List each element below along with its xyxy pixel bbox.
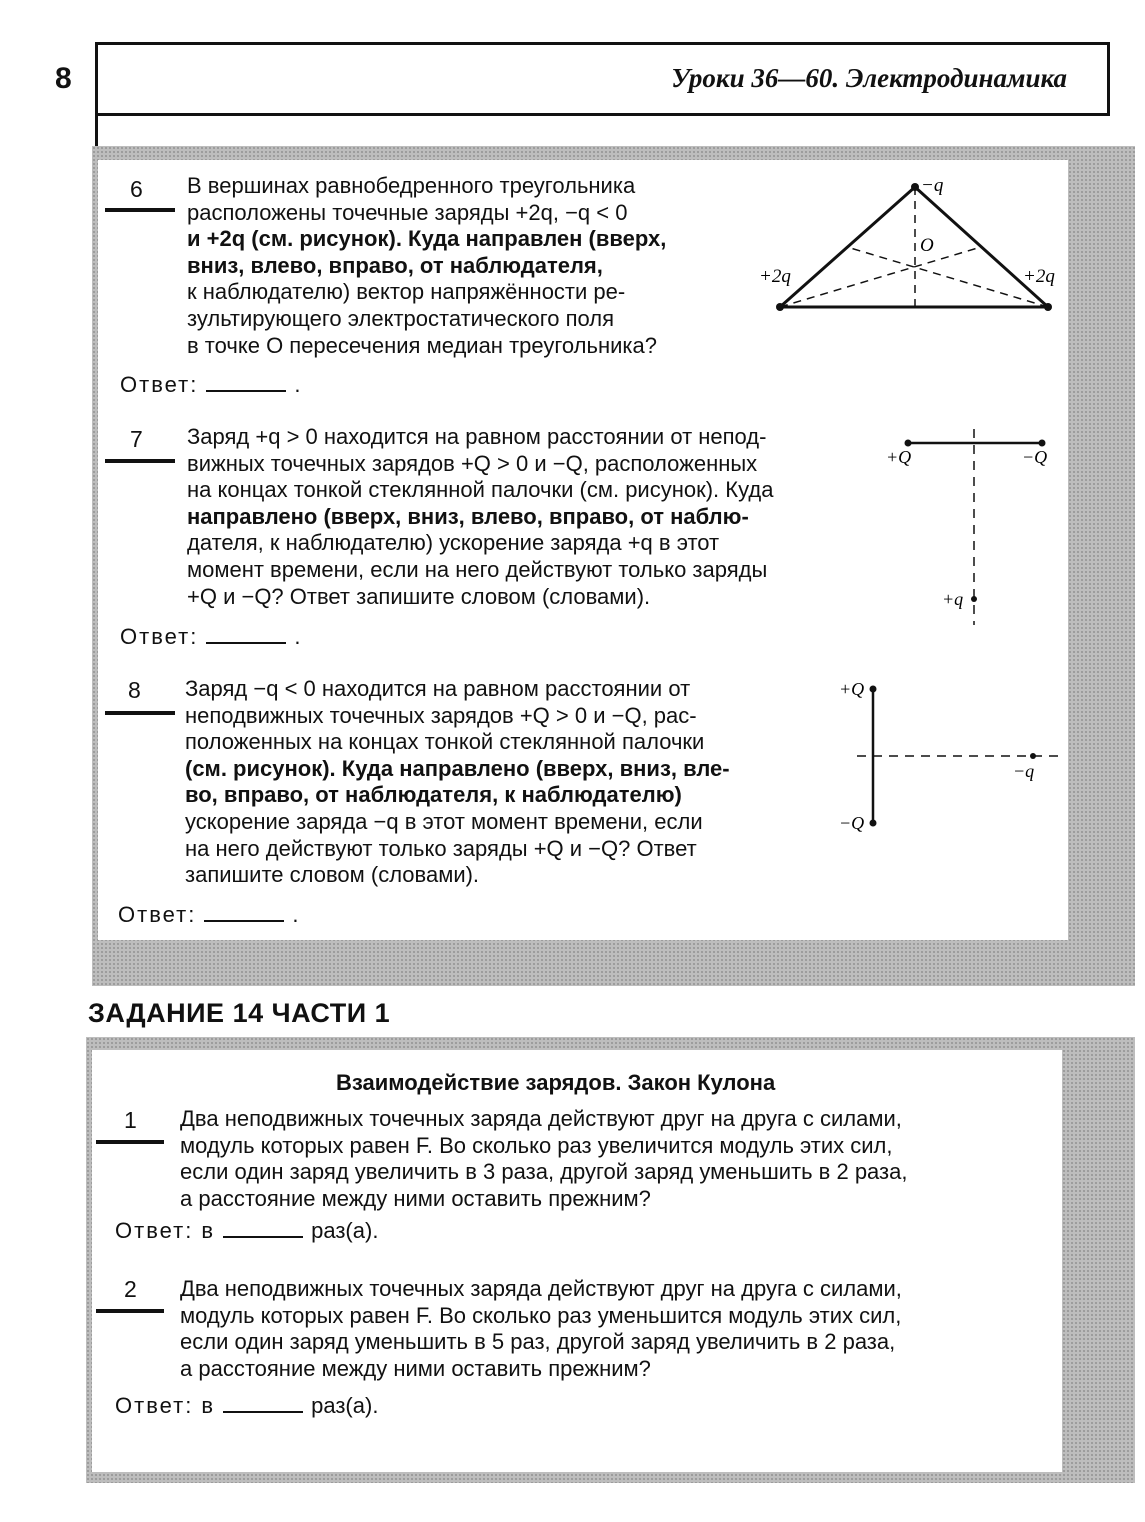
task-line: +Q и −Q? Ответ запишите словом (словами). [187,583,651,609]
answer-unit: раз(а). [311,1218,379,1243]
answer-blank[interactable] [204,920,284,922]
answer-blank[interactable] [206,642,286,644]
task-line: а расстояние между ними оставить прежним? [180,1355,651,1381]
task-line: модуль которых равен F. Во сколько раз уменьшится модуль этих сил, [180,1302,902,1328]
task-rule [96,1140,164,1144]
task-line: ускорение заряда −q в этот момент времени, если [185,808,703,834]
task-line: вижных точечных зарядов +Q > 0 и −Q, расположенных [187,450,758,476]
task-line: Два неподвижных точечных заряда действуют друг на друга с силами, [180,1276,902,1301]
task-line: и +2q (см. рисунок). Куда направлен (вверх, [187,226,667,252]
task-number: 8 [128,677,141,703]
rod-horizontal-figure [880,425,1065,635]
charge-dot [905,440,912,447]
answer-line: Ответ: . [118,902,301,927]
answer-label: Ответ: в [115,1393,216,1418]
subsection-title: Взаимодействие зарядов. Закон Кулона [336,1070,776,1095]
task-line: расположены точечные заряды +2q, −q < 0 [187,199,628,225]
task-line: Два неподвижных точечных заряда действуют друг на друга с силами, [180,1106,902,1131]
answer-label: Ответ: в [115,1218,216,1243]
task-text [185,676,811,889]
task-rule [105,459,175,463]
charge-dot [971,596,977,602]
answer-line: Ответ: . [120,624,303,649]
charge-dot [1044,303,1052,311]
task-number: 2 [124,1276,137,1302]
charge-dot [870,686,877,693]
task-line: зультирующего электростатического поля [187,305,615,331]
header-divider [95,114,98,150]
task-line: в точке O пересечения медиан треугольника? [187,332,657,358]
charge-dot [911,183,919,191]
section-title: ЗАДАНИЕ 14 ЧАСТИ 1 [88,998,391,1028]
answer-line [115,1393,378,1419]
charge-dot [1030,753,1036,759]
median-line [780,247,981,307]
figure-label: −Q [1022,447,1048,467]
task-line: положенных на концах тонкой стеклянной палочки [185,729,705,755]
answer-unit: раз(а). [311,1393,379,1418]
page-number: 8 [55,62,72,95]
task-number: 6 [130,176,143,202]
triangle-figure [755,175,1065,320]
charge-dot [776,303,784,311]
rod-vertical-figure [835,675,1065,840]
answer-line [115,1218,378,1244]
figure-label: −q [1013,761,1035,781]
task-line: дателя, к наблюдателю) ускорение заряда +q в этот [187,530,720,556]
answer-label: Ответ: [120,372,199,397]
task-number: 1 [124,1107,137,1133]
answer-label: Ответ: [118,902,197,927]
figure-label: O [920,235,934,256]
task-line: если один заряд увеличить в 3 раза, другой заряд уменьшить в 2 раза, [180,1159,908,1185]
task-line: а расстояние между ними оставить прежним? [180,1185,651,1211]
task-line: неподвижных точечных зарядов +Q > 0 и −Q, рас- [185,702,697,728]
figure-label: +Q [839,679,865,699]
task-number: 7 [130,426,143,452]
task-rule [96,1309,164,1313]
figure-label: +q [942,589,964,609]
task-line: направлено (вверх, вниз, влево, вправо, от наблю- [187,503,749,529]
task-line: (см. рисунок). Куда направлено (вверх, вниз, вле- [185,755,730,781]
task-text [180,1276,1052,1382]
charge-dot [1039,440,1046,447]
answer-blank[interactable] [206,390,286,392]
task-text [187,173,727,359]
task-line: момент времени, если на него действуют только заряды [187,556,768,582]
task-text [187,424,857,610]
task-line: модуль которых равен F. Во сколько раз увеличится модуль этих сил, [180,1132,893,1158]
answer-blank[interactable] [223,1236,303,1238]
task-rule [105,711,175,715]
figure-label: +Q [886,447,912,467]
figure-label: −Q [839,813,865,833]
median-line [847,247,1048,307]
triangle [780,187,1048,307]
task-rule [105,208,175,212]
task-line: вниз, влево, вправо, от наблюдателя, [187,252,603,278]
page-header [95,42,1110,116]
answer-line: Ответ: . [120,372,303,397]
figure-label: +2q [1023,266,1055,287]
task-line: к наблюдателю) вектор напряжённости ре- [187,279,626,305]
charge-dot [870,820,877,827]
task-line: на концах тонкой стеклянной палочки (см. рисунок). Куда [187,477,774,503]
answer-label: Ответ: [120,624,199,649]
task-line: на него действуют только заряды +Q и −Q? Ответ [185,835,697,861]
figure-label: +2q [759,266,791,287]
task-line: во, вправо, от наблюдателя, к наблюдателю) [185,782,682,808]
answer-blank[interactable] [223,1411,303,1413]
task-line: Заряд −q < 0 находится на равном расстоянии от [185,676,691,701]
task-line: запишите словом (словами). [185,862,480,888]
task-line: если один заряд уменьшить в 5 раз, другой заряд увеличить в 2 раза, [180,1329,896,1355]
figure-label: −q [921,175,944,196]
header-title: Уроки 36—60. Электродинамика [671,63,1067,93]
task-line: В вершинах равнобедренного треугольника [187,173,636,198]
task-text [180,1106,1052,1212]
task-line: Заряд +q > 0 находится на равном расстоянии от непод- [187,424,767,449]
